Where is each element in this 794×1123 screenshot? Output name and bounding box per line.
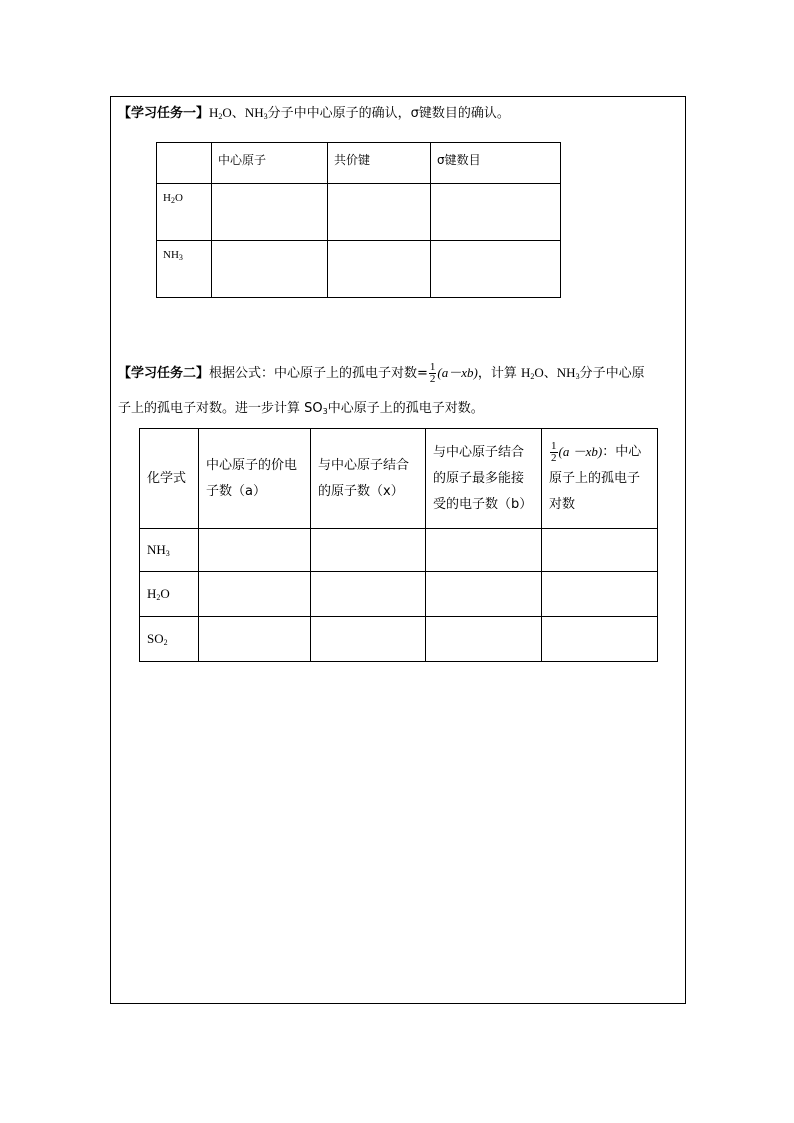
task1-text: 分子中中心原子的确认，σ键数目的确认。	[267, 106, 510, 121]
table-row	[140, 617, 658, 662]
task1-separator: 、	[231, 106, 245, 121]
table2-header-lone-pairs	[542, 429, 658, 529]
table2-cell-blank[interactable]	[426, 529, 542, 572]
task2-text-c: 分子中心原	[579, 366, 645, 381]
table-lone-pairs	[139, 428, 658, 662]
task1-formula-nh3: $NH_3$	[244, 105, 268, 121]
table1-header-central-atom: 中心原子	[212, 143, 328, 184]
table-row	[140, 529, 658, 572]
table-row	[157, 241, 561, 298]
task2-separator: 、	[543, 366, 557, 381]
table2-cell-blank[interactable]	[542, 572, 658, 617]
table1-header-sigma-count: σ键数目	[431, 143, 561, 184]
table2-cell-blank[interactable]	[199, 529, 311, 572]
table2-cell-blank[interactable]	[426, 572, 542, 617]
task2-fraction: $\frac{1}{2}$	[429, 361, 436, 385]
table-sigma-bonds	[156, 142, 561, 298]
table1-cell-blank[interactable]	[328, 241, 431, 298]
task1-line	[118, 104, 510, 123]
table-row	[140, 572, 658, 617]
table1-formula-h2o: $H_2O$	[157, 184, 212, 241]
table2-cell-blank[interactable]	[542, 529, 658, 572]
table1-cell-blank[interactable]	[212, 241, 328, 298]
table2-header-formula: 化学式	[140, 429, 199, 529]
task2-text-b: ，计算	[477, 366, 521, 381]
task2-formula-nh3: $NH_3$	[556, 365, 580, 381]
table2-cell-blank[interactable]	[426, 617, 542, 662]
table2-cell-blank[interactable]	[311, 617, 426, 662]
table2-formula-nh3: $NH_3$	[140, 529, 199, 572]
table2-cell-blank[interactable]	[311, 529, 426, 572]
table1-formula-nh3: $NH_3$	[157, 241, 212, 298]
table2-expression: (a －xb)	[558, 444, 603, 460]
task2-line2-b: 中心原子上的孤电子对数。	[327, 401, 484, 416]
table1-cell-blank[interactable]	[431, 241, 561, 298]
task2-formula-h2o: $H_2O$	[521, 365, 544, 381]
table1-header-row	[157, 143, 561, 184]
table2-cell-blank[interactable]	[311, 572, 426, 617]
table2-cell-blank[interactable]	[199, 572, 311, 617]
task2-line2	[118, 400, 484, 418]
task1-heading: 【学习任务一】	[118, 106, 210, 121]
task2-line2-sub: 3	[322, 407, 328, 416]
table1-header-blank	[157, 143, 212, 184]
table-row	[157, 184, 561, 241]
table2-header-bonded-atoms: 与中心原子结合的原子数（x）	[311, 429, 426, 529]
table2-header-valence-electrons: 中心原子的价电子数（a）	[199, 429, 311, 529]
table2-cell-blank[interactable]	[542, 617, 658, 662]
task2-text-a: 根据公式：中心原子上的孤电子对数=	[209, 366, 428, 381]
table1-cell-blank[interactable]	[431, 184, 561, 241]
task2-line1	[118, 358, 645, 389]
table1-cell-blank[interactable]	[328, 184, 431, 241]
table2-header-max-electrons: 与中心原子结合的原子最多能接受的电子数（b）	[426, 429, 542, 529]
table2-header-row	[140, 429, 658, 529]
table2-header-lone-pairs-text: ：中心原子上的孤电子对数	[549, 444, 642, 512]
table2-fraction: $\frac{1}{2}$	[551, 439, 557, 464]
task2-heading: 【学习任务二】	[118, 366, 210, 381]
table2-formula-so2: $SO_2$	[140, 617, 199, 662]
table1-cell-blank[interactable]	[212, 184, 328, 241]
task1-formula-h2o: $H_2O$	[209, 105, 232, 121]
table1-header-covalent-bond: 共价键	[328, 143, 431, 184]
task2-expression: (a－xb)	[437, 365, 478, 380]
table2-formula-h2o: $H_2O$	[140, 572, 199, 617]
task2-line2-a: 子上的孤电子对数。进一步计算 SO	[118, 401, 323, 416]
table2-cell-blank[interactable]	[199, 617, 311, 662]
